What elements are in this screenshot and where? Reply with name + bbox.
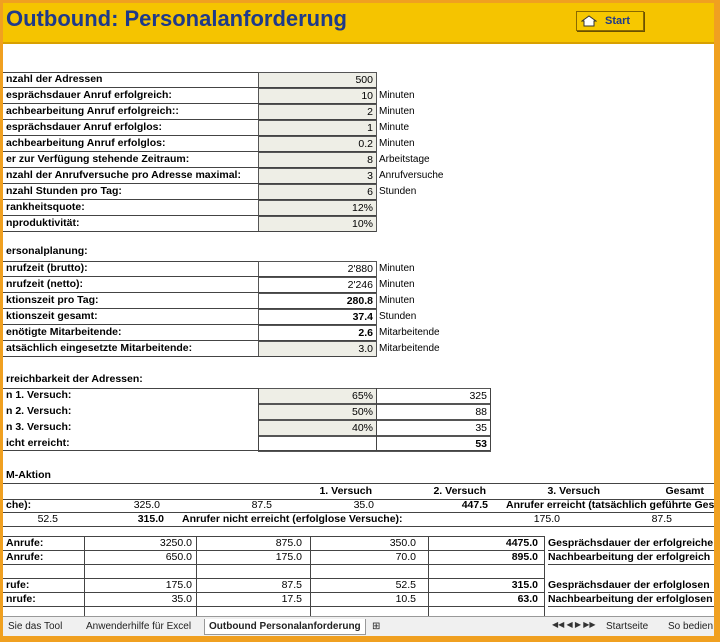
tab-outbound-personalanforderung[interactable]: Outbound Personalanforderung <box>204 619 366 635</box>
input-unit: Minuten <box>379 138 415 149</box>
grid-line <box>0 606 544 607</box>
start-button[interactable] <box>576 11 644 31</box>
action-value: 17.5 <box>281 593 302 605</box>
action-note: Anrufer nicht erreicht (erfolglose Versuche): <box>182 513 403 525</box>
action-value: 10.5 <box>395 593 416 605</box>
grid-line <box>0 450 490 451</box>
input-value: 3 <box>258 168 377 184</box>
grid-line <box>258 388 259 450</box>
reach-percent: 40% <box>258 420 377 436</box>
grid-line <box>0 536 544 537</box>
input-value: 0.2 <box>258 136 377 152</box>
home-icon <box>581 15 597 27</box>
tab-anwenderhilfe[interactable]: Anwenderhilfe für Excel <box>86 621 192 632</box>
input-unit: Minuten <box>379 90 415 101</box>
action-value: 52.5 <box>37 513 58 525</box>
action-value: 52.5 <box>395 579 416 591</box>
input-unit: Minute <box>379 122 410 133</box>
grid-line <box>0 592 544 593</box>
grid-line <box>0 564 544 565</box>
input-unit: Minuten <box>379 106 415 117</box>
input-label: achbearbeitung Anruf erfolgreich:: <box>6 105 179 117</box>
reach-label: icht erreicht: <box>6 437 70 449</box>
action-label: che): <box>6 499 32 511</box>
reach-label: n 3. Versuch: <box>6 421 72 433</box>
action-value: 4475.0 <box>505 537 538 549</box>
action-column-header: 1. Versuch <box>319 485 372 497</box>
input-label: nzahl der Adressen <box>6 73 103 85</box>
grid-line <box>544 536 545 616</box>
action-column-header: 3. Versuch <box>547 485 600 497</box>
section-title-reach: rreichbarkeit der Adressen: <box>6 373 143 385</box>
grid-line <box>0 231 376 232</box>
input-value: 10% <box>258 216 377 232</box>
tab-so-bedien[interactable]: So bedien <box>668 621 714 632</box>
action-value: 315.0 <box>511 579 538 591</box>
action-column-header: 2. Versuch <box>433 485 486 497</box>
reach-percent: 65% <box>258 388 377 404</box>
action-note: Anrufer erreicht (tatsächlich geführte Ges <box>506 499 714 511</box>
action-value: 63.0 <box>517 593 538 605</box>
grid-line <box>196 536 197 616</box>
reach-percent: 50% <box>258 404 377 420</box>
input-label: nzahl der Anrufversuche pro Adresse maximal: <box>6 169 241 181</box>
input-unit <box>379 200 499 216</box>
action-value: 895.0 <box>511 551 538 563</box>
section-title-planning: ersonalplanung: <box>6 245 88 257</box>
input-value: 500 <box>258 72 377 88</box>
input-label: er zur Verfügung stehende Zeitraum: <box>6 153 190 165</box>
page-title: Outbound: Personalanforderung <box>6 6 347 31</box>
reach-count: 88 <box>376 404 491 420</box>
tab-startseite[interactable]: Startseite <box>606 621 649 632</box>
action-value: 35.0 <box>171 593 192 605</box>
input-value: 12% <box>258 200 377 216</box>
tab-sie-das-tool[interactable]: Sie das Tool <box>8 621 63 632</box>
input-value: 1 <box>258 120 377 136</box>
planning-unit: Minuten <box>379 263 415 274</box>
input-unit <box>379 216 499 232</box>
action-label: rufe: <box>6 579 30 591</box>
grid-line <box>310 536 311 616</box>
action-value: 175.0 <box>165 579 192 591</box>
reach-count: 35 <box>376 420 491 436</box>
reach-count: 53 <box>376 436 491 452</box>
planning-label: nrufzeit (netto): <box>6 278 83 290</box>
grid-line <box>376 388 377 450</box>
planning-label: ktionszeit pro Tag: <box>6 294 99 306</box>
input-value: 6 <box>258 184 377 200</box>
input-label: esprächsdauer Anruf erfolglos: <box>6 121 162 133</box>
planning-value: 37.4 <box>258 309 377 325</box>
planning-value: 2.6 <box>258 325 377 341</box>
action-column-header: Gesamt <box>665 485 704 497</box>
action-value: 325.0 <box>133 499 160 511</box>
action-value: 70.0 <box>395 551 416 563</box>
grid-line <box>548 606 714 607</box>
input-unit: Stunden <box>379 186 417 197</box>
action-value: 350.0 <box>389 537 416 549</box>
action-note: Nachbearbeitung der erfolglosen <box>548 593 713 605</box>
planning-unit: Mitarbeitende <box>379 327 440 338</box>
input-label: achbearbeitung Anruf erfolglos: <box>6 137 166 149</box>
action-value: 875.0 <box>275 537 302 549</box>
input-label: rankheitsquote: <box>6 201 85 213</box>
planning-unit: Minuten <box>379 295 415 306</box>
planning-label: nrufzeit (brutto): <box>6 262 88 274</box>
section-title-action: M-Aktion <box>6 469 51 481</box>
action-label: nrufe: <box>6 593 36 605</box>
grid-line <box>0 550 544 551</box>
action-value: 3250.0 <box>159 537 192 549</box>
planning-value: 280.8 <box>258 293 377 309</box>
header-bar <box>0 0 720 44</box>
grid-line <box>0 356 376 357</box>
action-note: Gesprächsdauer der erfolglosen <box>548 579 710 591</box>
action-value: 87.5 <box>281 579 302 591</box>
action-value: 175.0 <box>533 513 560 525</box>
planning-value: 2'246 <box>258 277 377 293</box>
action-label: Anrufe: <box>6 551 44 563</box>
input-value: 8 <box>258 152 377 168</box>
action-value: 87.5 <box>651 513 672 525</box>
input-unit: Arbeitstage <box>379 154 430 165</box>
input-unit <box>379 72 499 88</box>
planning-label: ktionszeit gesamt: <box>6 310 98 322</box>
nav-first-icon[interactable]: ◀◀ ◀ ▶ ▶▶ <box>552 620 596 629</box>
grid-line <box>0 578 544 579</box>
planning-label: enötigte Mitarbeitende: <box>6 326 122 338</box>
planning-value: 2'880 <box>258 261 377 277</box>
action-label: Anrufe: <box>6 537 44 549</box>
reach-label: n 1. Versuch: <box>6 389 72 401</box>
planning-label: atsächlich eingesetzte Mitarbeitende: <box>6 342 193 354</box>
reach-count: 325 <box>376 388 491 404</box>
action-note: Gesprächsdauer der erfolgreiche <box>548 537 714 549</box>
action-value: 447.5 <box>461 499 488 511</box>
action-value: 175.0 <box>275 551 302 563</box>
grid-line <box>490 388 491 450</box>
planning-unit: Minuten <box>379 279 415 290</box>
grid-line <box>0 526 714 527</box>
action-value: 87.5 <box>251 499 272 511</box>
input-label: nzahl Stunden pro Tag: <box>6 185 122 197</box>
start-label: Start <box>605 15 631 27</box>
input-value: 10 <box>258 88 377 104</box>
grid-line <box>84 536 85 616</box>
input-label: nproduktivität: <box>6 217 80 229</box>
action-note: Nachbearbeitung der erfolgreich <box>548 551 711 563</box>
tab-insert-icon[interactable]: ⊞ <box>372 621 381 632</box>
grid-line <box>428 536 429 616</box>
planning-unit: Stunden <box>379 311 417 322</box>
grid-line <box>548 564 714 565</box>
planning-unit: Mitarbeitende <box>379 343 440 354</box>
action-value: 650.0 <box>165 551 192 563</box>
input-value: 2 <box>258 104 377 120</box>
planning-value: 3.0 <box>258 341 377 357</box>
input-label: esprächsdauer Anruf erfolgreich: <box>6 89 172 101</box>
action-value: 35.0 <box>353 499 374 511</box>
sheet-tab-bar <box>0 616 714 637</box>
reach-label: n 2. Versuch: <box>6 405 72 417</box>
input-unit: Anrufversuche <box>379 170 444 181</box>
action-value: 315.0 <box>137 513 164 525</box>
